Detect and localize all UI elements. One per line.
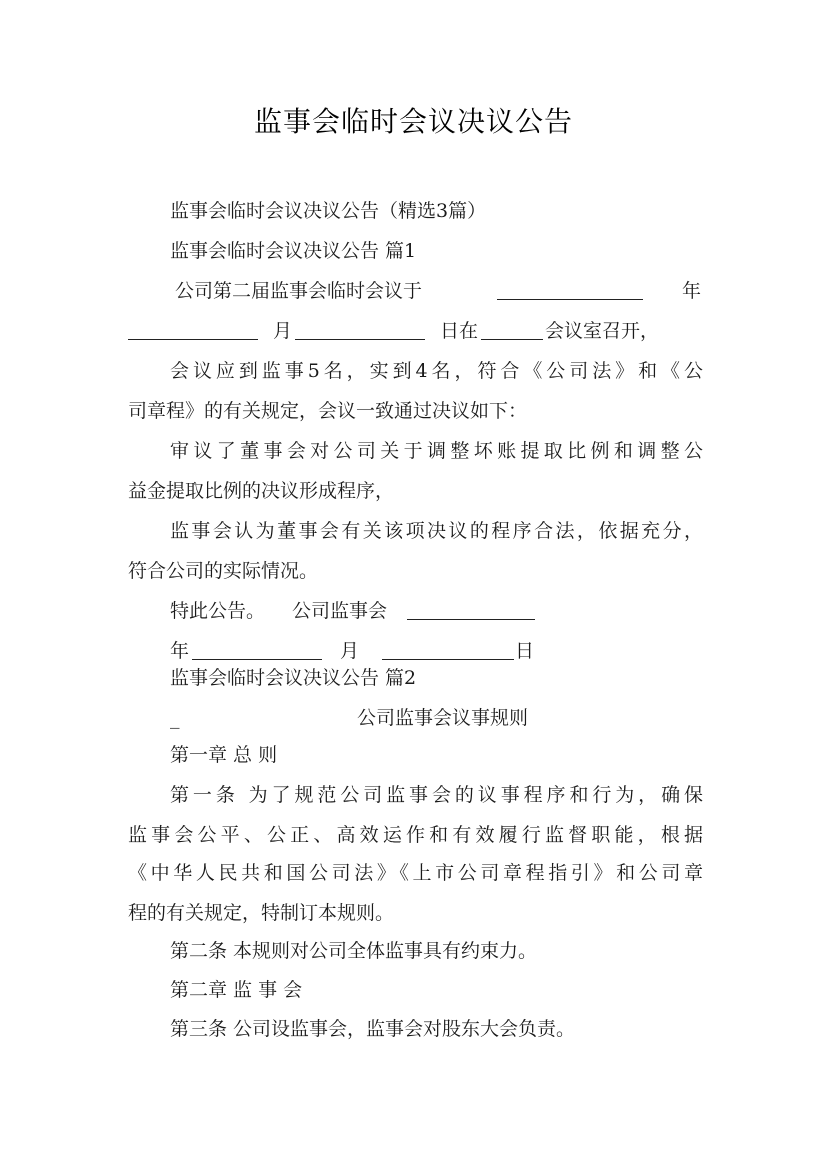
part2-heading: 监事会临时会议决议公告 篇2 (170, 667, 417, 689)
article-line: 第二条 本规则对公司全体监事具有约束力。 (170, 940, 538, 962)
article-line: 《中华人民共和国公司法》《上市公司章程指引》和公司章 (128, 862, 703, 884)
blank-line (192, 641, 322, 660)
blank-line (481, 321, 543, 340)
chapter-heading: 第一章 总 则 (170, 744, 278, 766)
part1-heading: 监事会临时会议决议公告 篇1 (170, 240, 417, 262)
month-label: 月 (340, 640, 360, 662)
year-label: 年 (682, 280, 702, 302)
day-at-label: 日在 (440, 320, 479, 342)
blank-line (128, 321, 258, 340)
day-label: 日 (515, 640, 535, 662)
rules-title: 公司监事会议事规则 (357, 707, 529, 729)
paragraph-line: 监事会认为董事会有关该项决议的程序合法，依据充分， (170, 520, 703, 542)
document-title: 监事会临时会议决议公告 (253, 105, 573, 138)
year-label: 年 (170, 640, 190, 662)
paragraph-line: 审议了董事会对公司关于调整坏账提取比例和调整公 (170, 440, 703, 462)
subtitle: 监事会临时会议决议公告（精选3篇） (170, 200, 487, 222)
paragraph-line: 益金提取比例的决议形成程序， (128, 480, 395, 502)
paragraph-line: 会议应到监事5名，实到4名，符合《公司法》和《公 (170, 360, 703, 382)
paragraph-line: 符合公司的实际情况。 (128, 560, 319, 582)
month-label: 月 (273, 320, 293, 342)
meeting-intro-text: 公司第二届监事会临时会议于 (175, 280, 423, 302)
paragraph-line: 司章程》的有关规定，会议一致通过决议如下： (128, 400, 528, 422)
blank-line (497, 281, 643, 300)
article-line: 监事会公平、公正、高效运作和有效履行监督职能，根据 (128, 824, 703, 846)
article-line: 第一条 为了规范公司监事会的议事程序和行为，确保 (170, 784, 703, 806)
notice-text: 特此公告。 (170, 600, 266, 622)
blank-line (295, 321, 425, 340)
blank-line (382, 641, 514, 660)
article-line: 程的有关规定，特制订本规则。 (128, 902, 395, 924)
room-text: 会议室召开， (545, 320, 660, 342)
chapter-heading: 第二章 监 事 会 (170, 979, 303, 1001)
blank-line (407, 601, 535, 620)
signer-text: 公司监事会 (292, 600, 388, 622)
article-line: 第三条 公司设监事会，监事会对股东大会负责。 (170, 1018, 576, 1040)
underscore-mark: _ (170, 707, 180, 729)
